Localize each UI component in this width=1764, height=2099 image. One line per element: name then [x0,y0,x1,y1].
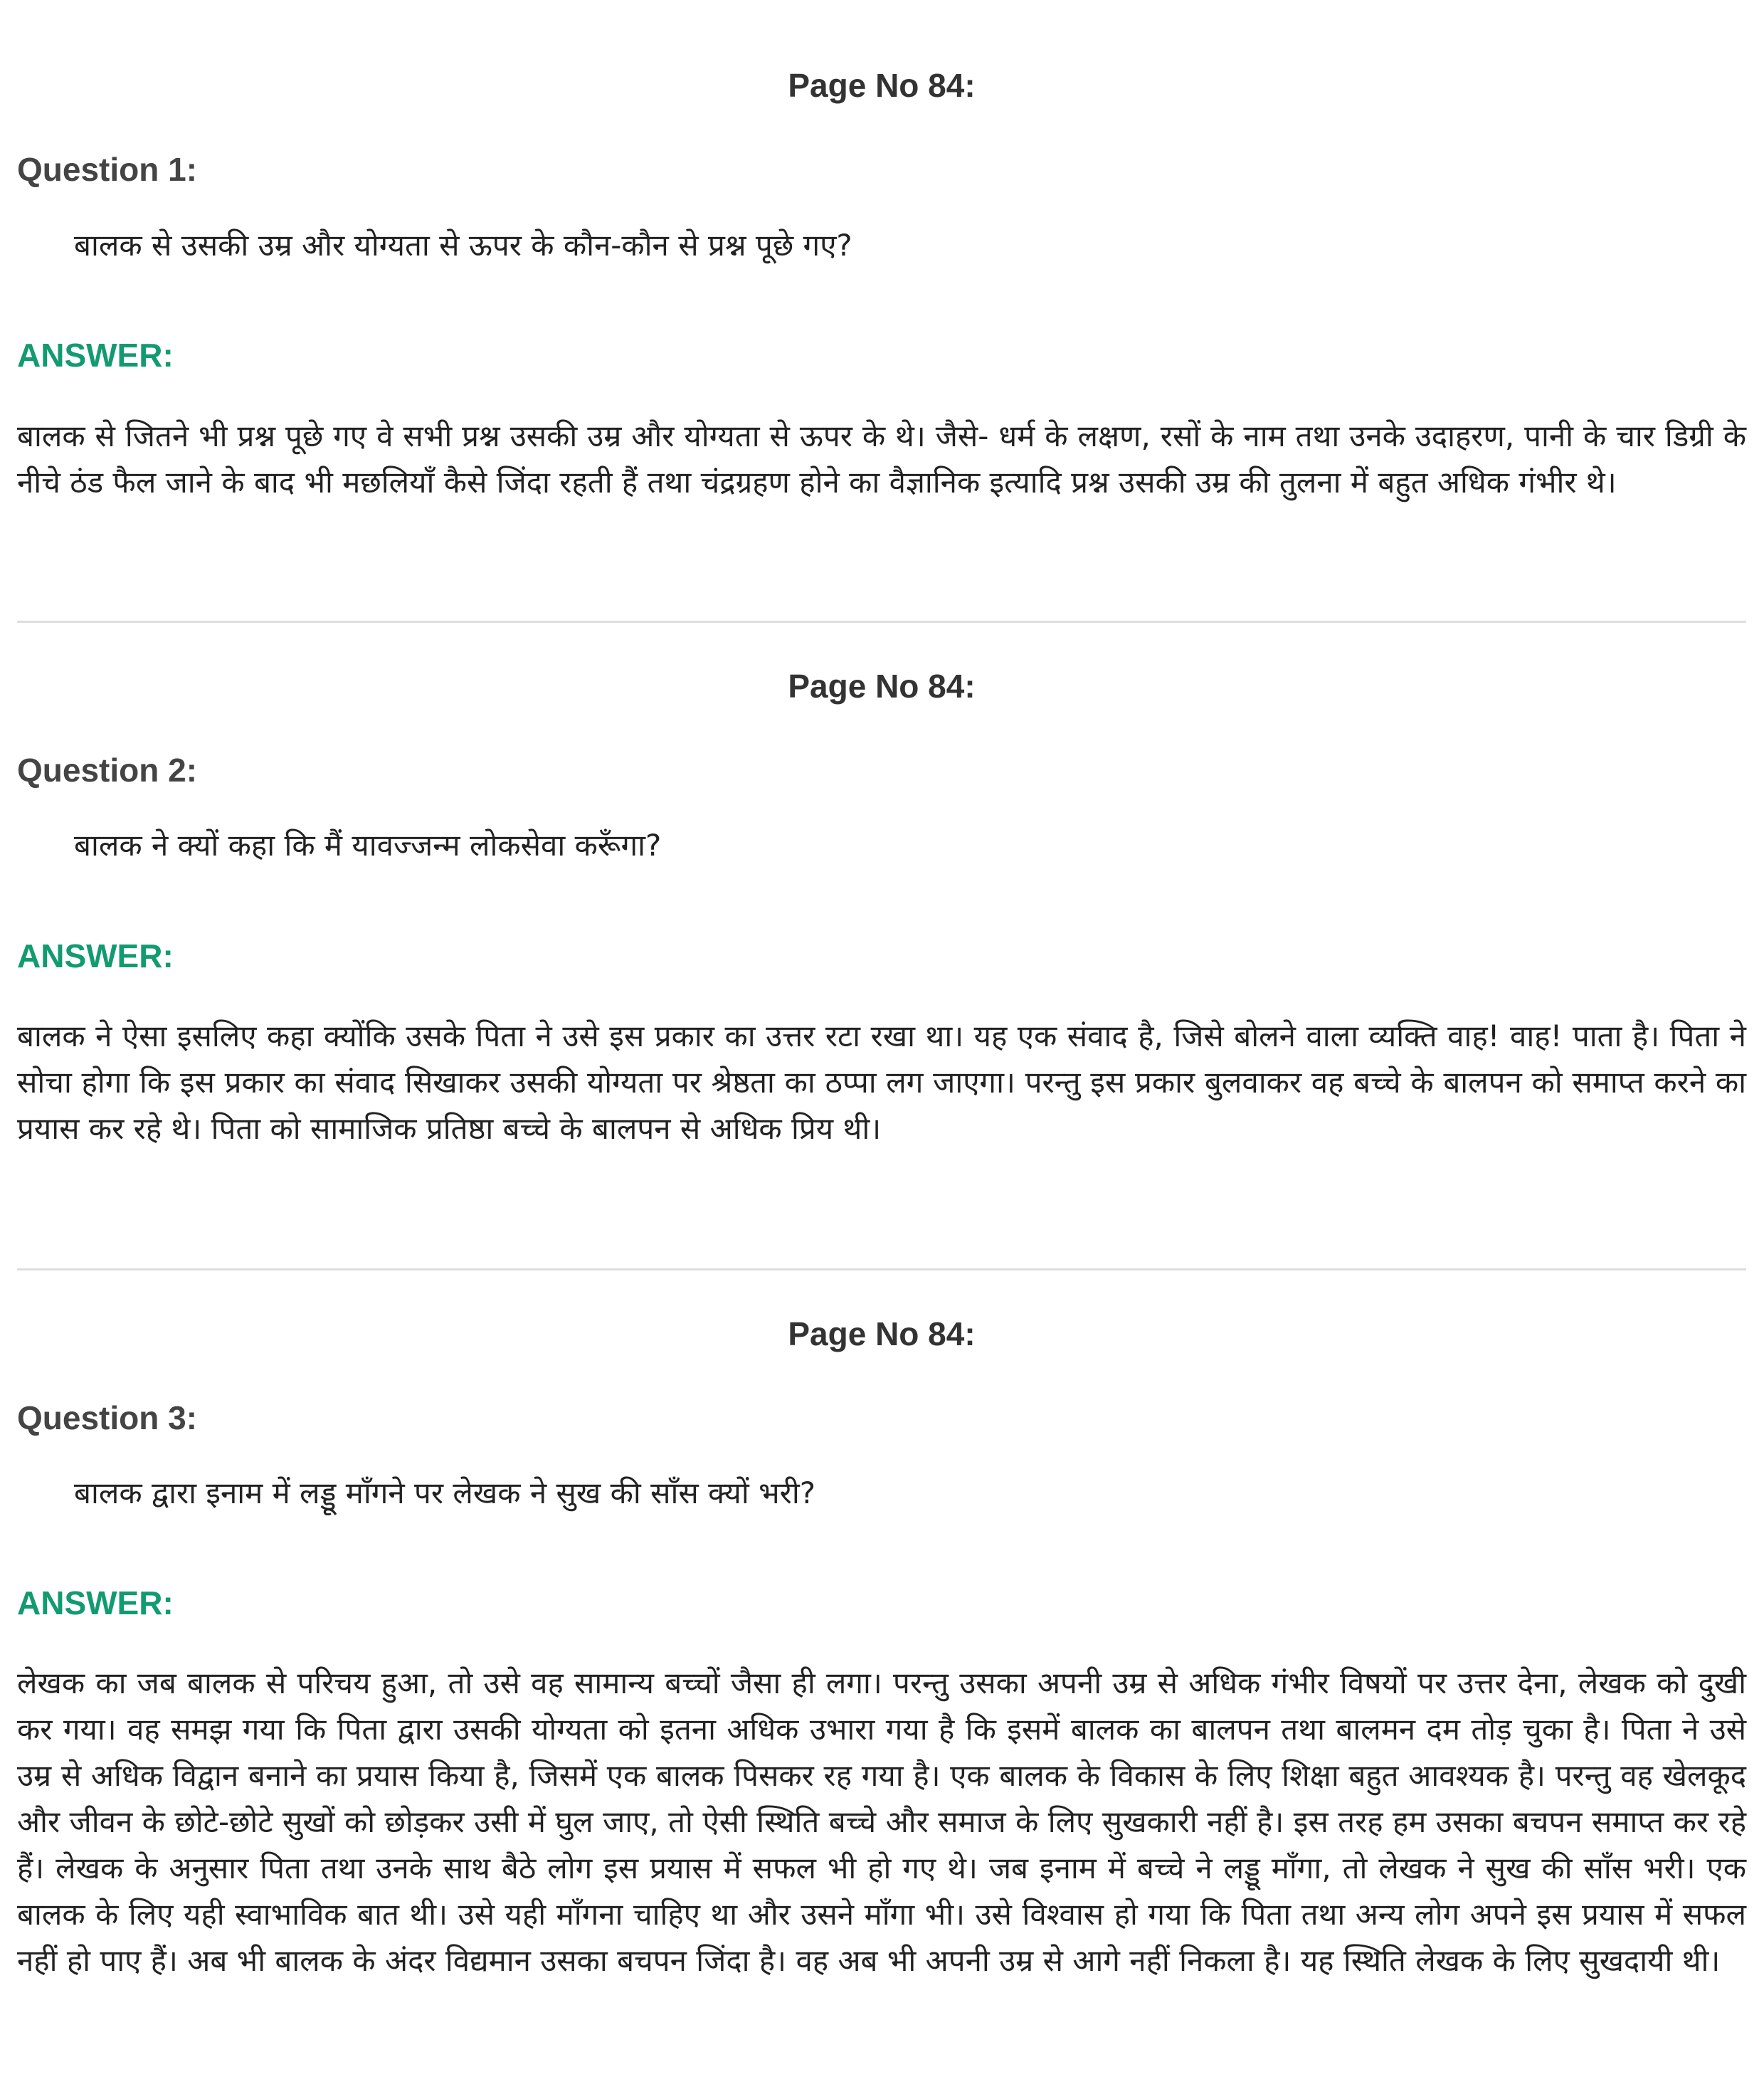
section-divider [17,1268,1746,1271]
answer-label: ANSWER: [17,337,174,374]
answer-label: ANSWER: [17,937,174,974]
question-text: बालक ने क्यों कहा कि मैं यावज्जन्म लोकसेवा करूँगा? [74,828,662,863]
answer-text: बालक ने ऐसा इसलिए कहा क्योंकि उसके पिता ने उसे इस प्रकार का उत्तर रटा रखा था। यह एक संवाद है, जिसे बोलने वाला व्यक्ति वाह! वाह! पाता है। पिता ने सोचा होगा कि इस प्रकार का संवाद सिखाकर उसकी योग्यता पर श्रेष्ठता का ठप्पा लग जाएगा। परन्तु इस प्रकार बुलवाकर वह बच्चे के बालपन को समाप्त करने का प्रयास कर रहे थे। पिता को सामाजिक प्रतिष्ठा बच्चे के बालपन से अधिक प्रिय थी। [17,1019,1746,1146]
question-label: Question 3: [17,1399,198,1436]
page-number-heading: Page No 84: [788,1315,976,1352]
question-text: बालक द्वारा इनाम में लड्डू माँगने पर लेखक ने सुख की साँस क्यों भरी? [74,1475,816,1510]
question-text: बालक से उसकी उम्र और योग्यता से ऊपर के कौन-कौन से प्रश्न पूछे गए? [74,228,852,263]
page-number-heading: Page No 84: [788,67,976,104]
question-label: Question 2: [17,752,198,789]
section-divider [17,621,1746,623]
answer-text: बालक से जितने भी प्रश्न पूछे गए वे सभी प्रश्न उसकी उम्र और योग्यता से ऊपर के थे। जैसे- धर्म के लक्षण, रसों के नाम तथा उनके उदाहरण, पानी के चार डिग्री के नीचे ठंड फैल जाने के बाद भी मछलियाँ कैसे जिंदा रहती हैं तथा चंद्रग्रहण होने का वैज्ञानिक इत्यादि प्रश्न उसकी उम्र की तुलना में बहुत अधिक गंभीर थे। [17,419,1746,500]
question-label: Question 1: [17,151,198,188]
answer-text: लेखक का जब बालक से परिचय हुआ, तो उसे वह सामान्य बच्चों जैसा ही लगा। परन्तु उसका अपनी उम्र से अधिक गंभीर विषयों पर उत्तर देना, लेखक को दुखी कर गया। वह समझ गया कि पिता द्वारा उसकी योग्यता को इतना अधिक उभारा गया है कि इसमें बालक का बालपन तथा बालमन दम तोड़ चुका है। पिता ने उसे उम्र से अधिक विद्वान बनाने का प्रयास किया है, जिसमें एक बालक पिसकर रह गया है। एक बालक के विकास के लिए शिक्षा बहुत आवश्यक है। परन्तु वह खेलकूद और जीवन के छोटे-छोटे सुखों को छोड़कर उसी में घुल जाए, तो ऐसी स्थिति बच्चे और समाज के लिए सुखकारी नहीं है। इस तरह हम उसका बचपन समाप्त कर रहे हैं। लेखक के अनुसार पिता तथा उनके साथ बैठे लोग इस प्रयास में सफल भी हो गए थे। जब इनाम में बच्चे ने लड्डू माँगा, तो लेखक ने सुख की साँस भरी। एक बालक के लिए यही स्वाभाविक बात थी। उसे यही माँगना चाहिए था और उसने माँगा भी। उसे विश्वास हो गया कि पिता तथा अन्य लोग अपने इस प्रयास में सफल नहीं हो पाए हैं। अब भी बालक के अंदर विद्यमान उसका बचपन जिंदा है। वह अब भी अपनी उम्र से आगे नहीं निकला है। यह स्थिति लेखक के लिए सुखदायी थी। [17,1666,1746,1978]
answer-label: ANSWER: [17,1584,174,1621]
page-number-heading: Page No 84: [788,668,976,705]
